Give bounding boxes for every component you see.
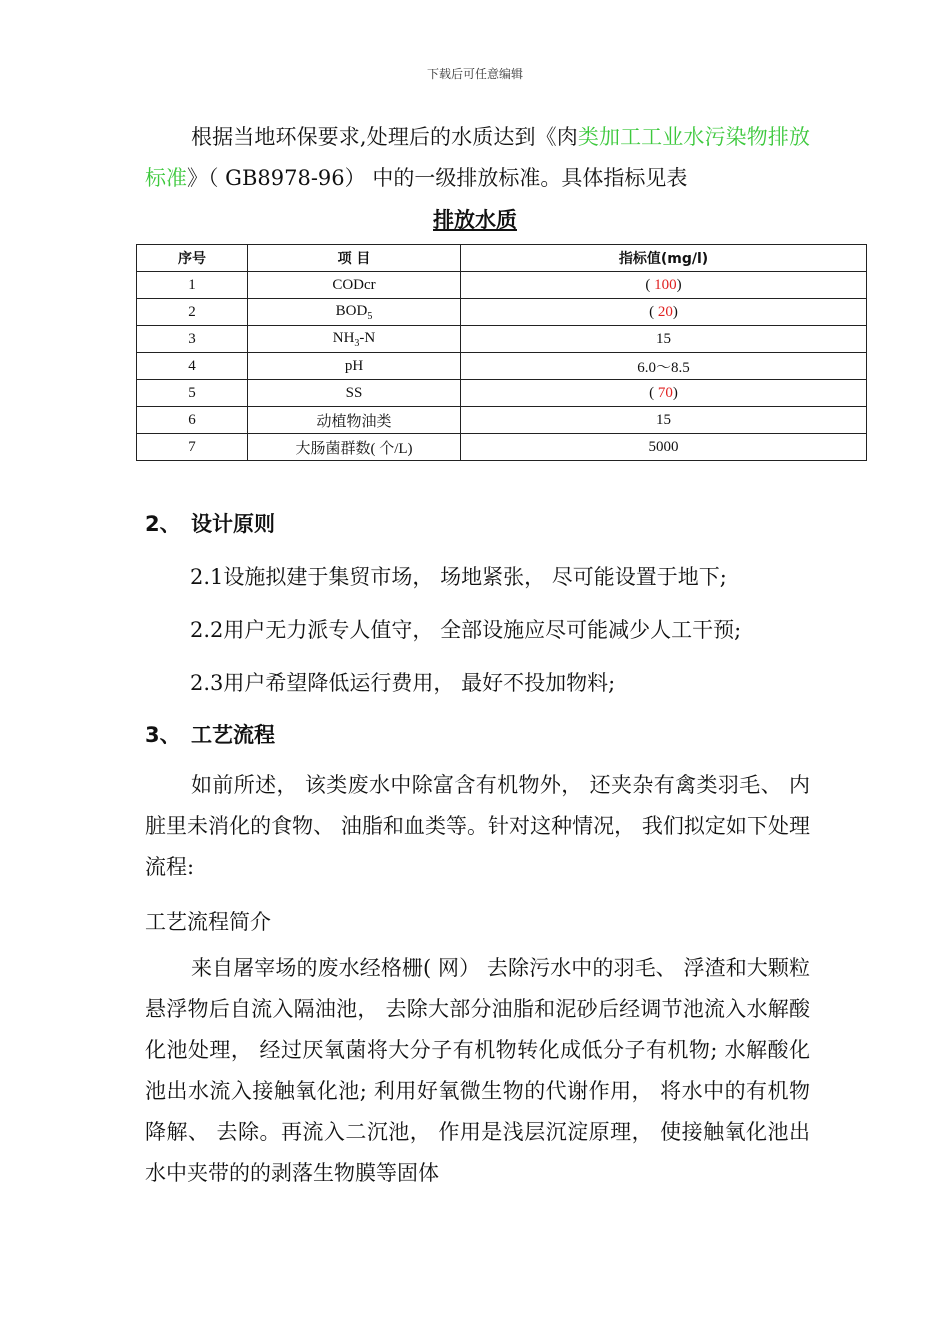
item-subscript: 3 (354, 337, 360, 349)
row-number: 5 (137, 380, 248, 407)
table-row (137, 380, 867, 407)
row-item (248, 407, 461, 434)
table-body (137, 272, 867, 461)
value-number: 15 (656, 330, 671, 347)
value-number: 100 (654, 276, 677, 293)
header-item: 项 目 (248, 245, 461, 272)
table-row (137, 407, 867, 434)
row-number: 7 (137, 434, 248, 461)
row-item (248, 380, 461, 407)
value-prefix: ( (649, 303, 658, 320)
row-item (248, 272, 461, 299)
principle-item-3: 2.3用户希望降低运行费用， 最好不投加物料; (190, 671, 616, 695)
value-number: 70 (657, 384, 673, 401)
table-row (137, 326, 867, 353)
header-no: 序号 (137, 245, 248, 272)
section3-number: 3、 (145, 723, 181, 747)
row-value (461, 272, 867, 299)
table-caption: 排放水质 (433, 208, 517, 232)
principle-item-1: 2.1设施拟建于集贸市场， 场地紧张， 尽可能设置于地下; (190, 565, 727, 589)
row-value (461, 434, 867, 461)
table-row (137, 299, 867, 326)
row-value (461, 353, 867, 380)
row-item (248, 434, 461, 461)
section3-heading (145, 719, 275, 749)
item-name: BOD (335, 302, 368, 319)
intro-text-1: 根据当地环保要求,处理后的水质达到《肉 (191, 125, 578, 149)
table-row (137, 272, 867, 299)
item-name: NH (332, 329, 355, 346)
value-suffix: ) (672, 384, 678, 401)
row-value (461, 299, 867, 326)
item-subscript: 5 (367, 310, 373, 322)
row-number: 2 (137, 299, 248, 326)
row-number: 1 (137, 272, 248, 299)
item-name: SS (345, 384, 363, 401)
principle-item-2: 2.2用户无力派专人值守， 全部设施应尽可能减少人工干预; (190, 618, 742, 642)
value-suffix: ) (676, 276, 682, 293)
row-value (461, 326, 867, 353)
value-prefix: ( (649, 384, 658, 401)
table-row (137, 434, 867, 461)
section3-title: 工艺流程 (191, 723, 275, 747)
row-number: 4 (137, 353, 248, 380)
section2-number: 2、 (145, 512, 181, 536)
table-header-row (137, 245, 867, 272)
item-name: 动植物油类 (316, 413, 392, 430)
intro-paragraph (145, 117, 810, 199)
standard-name-highlight: 类加工工业水污染物排放标准 (145, 125, 810, 190)
item-name: 大肠菌群数( 个/L) (295, 440, 413, 457)
header-value: 指标值(mg/l) (461, 245, 867, 272)
value-number: 6.0～8.5 (637, 359, 690, 376)
row-number: 6 (137, 407, 248, 434)
intro-text-2: 》（ GB8978-96） 中的一级排放标准。具体指标见表 (187, 166, 688, 190)
value-number: 20 (657, 303, 673, 320)
water-quality-table (136, 244, 867, 461)
table-row (137, 353, 867, 380)
process-subtitle: 工艺流程简介 (145, 910, 271, 934)
row-value (461, 407, 867, 434)
row-item (248, 353, 461, 380)
process-intro-paragraph: 如前所述， 该类废水中除富含有机物外， 还夹杂有禽类羽毛、 内脏里未消化的食物、 油脂和血类等。针对这种情况， 我们拟定如下处理流程: (145, 773, 810, 879)
process-description-paragraph: 来自屠宰场的废水经格栅( 网） 去除污水中的羽毛、 浮渣和大颗粒悬浮物后自流入隔油池， 去除大部分油脂和泥砂后经调节池流入水解酸化池处理， 经过厌氧菌将大分子有机物转化成低分子有机物; 水解酸化池出水流入接触氧化池; 利用好氧微生物的代谢作用， 将水中的有机物降解、 去除。再流入二沉池， 作用是浅层沉淀原理， 使接触氧化池出水中夹带的的剥落生物膜等固体 (145, 956, 810, 1185)
item-name: CODcr (332, 276, 376, 293)
page-header-note: 下载后可任意编辑 (426, 67, 523, 81)
value-suffix: ) (672, 303, 678, 320)
row-value (461, 380, 867, 407)
value-prefix: ( (645, 276, 655, 293)
row-item (248, 326, 461, 353)
item-tail: -N (359, 329, 376, 346)
item-name: pH (344, 357, 364, 374)
value-number: 5000 (648, 438, 679, 455)
value-number: 15 (656, 411, 671, 428)
row-number: 3 (137, 326, 248, 353)
row-item (248, 299, 461, 326)
section2-heading (145, 508, 275, 538)
section2-title: 设计原则 (191, 512, 275, 536)
